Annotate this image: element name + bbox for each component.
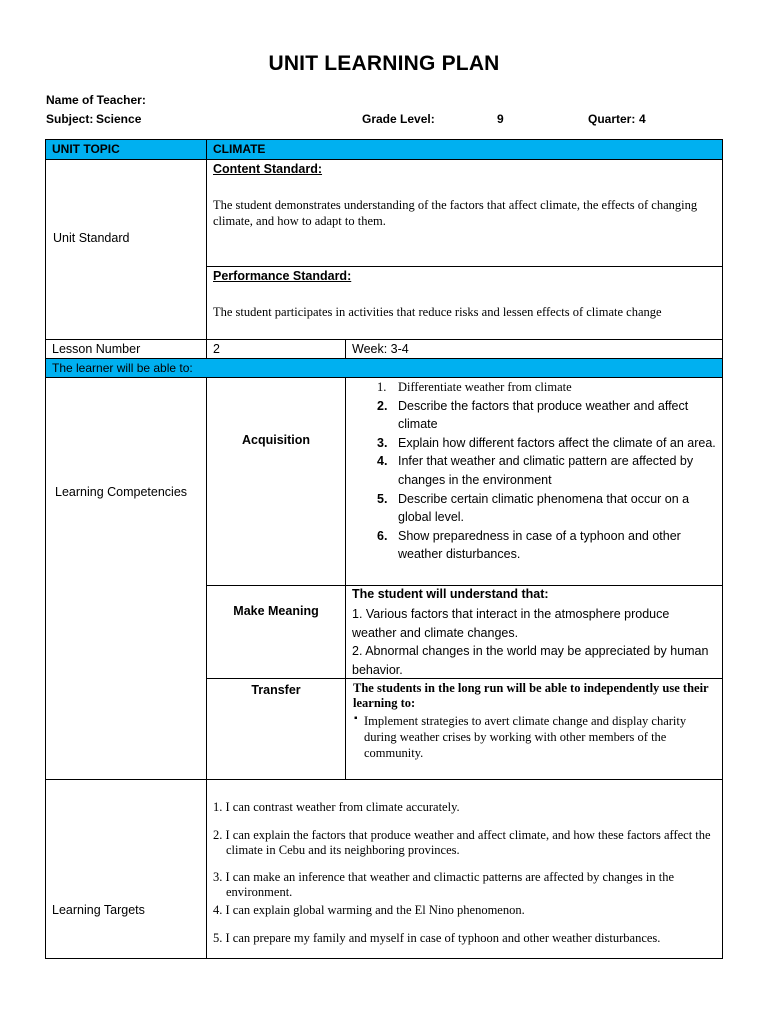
make-meaning-item-2: 2. Abnormal changes in the world may be appreciated by human behavior. (352, 644, 709, 677)
quarter-label: Quarter: (588, 112, 636, 126)
transfer-label: Transfer (251, 683, 301, 697)
performance-standard-text: The student participates in activities that reduce risks and lessen effects of climate change (213, 305, 662, 319)
content-standard-text: The student demonstrates understanding of the factors that affect climate, the effects of changing climate, and how to adapt to them. (213, 198, 698, 228)
learning-target-item: 5. I can prepare my family and myself in case of typhoon and other weather disturbances. (213, 931, 661, 945)
list-item: 3. Explain how different factors affect the climate of an area. (377, 435, 716, 450)
lesson-number-label: Lesson Number (52, 342, 141, 356)
transfer-heading: The students in the long run will be able to independently use their learning to: (353, 681, 709, 710)
list-item: 6. Show preparedness in case of a typhoon and other weather disturbances. (377, 528, 681, 562)
list-item: 4. Infer that weather and climatic pattern are affected by changes in the environment (377, 454, 694, 487)
unit-topic-label: UNIT TOPIC (52, 142, 120, 156)
list-item: 1. Differentiate weather from climate (377, 380, 572, 394)
page-title: UNIT LEARNING PLAN (268, 52, 500, 75)
learning-target-item: 3. I can make an inference that weather and climactic patterns are affected by changes in the environment. (213, 870, 674, 899)
acquisition-list (347, 378, 717, 564)
unit-topic-value: CLIMATE (213, 142, 266, 156)
list-item: 2. Describe the factors that produce weather and affect climate (377, 398, 689, 432)
list-item: 5. Describe certain climatic phenomena that occur on a global level. (377, 491, 690, 525)
learning-target-item: 1. I can contrast weather from climate accurately. (213, 800, 460, 814)
learner-row-label: The learner will be able to: (52, 361, 193, 375)
subject-label: Subject: (46, 112, 94, 126)
content-standard-heading: Content Standard: (213, 162, 323, 176)
week-label: Week: 3-4 (352, 342, 409, 356)
learning-targets-label: Learning Targets (52, 903, 145, 917)
learning-target-item: 2. I can explain the factors that produce weather and affect climate, and how these factors affect the climate in Cebu and its neighboring provinces. (213, 828, 711, 857)
performance-standard-heading: Performance Standard: (213, 269, 352, 283)
make-meaning-item-1: 1. Various factors that interact in the atmosphere produce weather and climate changes. (352, 607, 670, 640)
grade-value: 9 (497, 112, 504, 126)
teacher-label: Name of Teacher: (46, 93, 146, 107)
unit-topic-row-fill (46, 140, 722, 159)
grade-label: Grade Level: (362, 112, 435, 126)
learning-target-item: 4. I can explain global warming and the El Nino phenomenon. (213, 903, 525, 917)
bullet-icon: ▪ (354, 713, 358, 724)
transfer-item (364, 713, 716, 761)
quarter-value: 4 (639, 112, 646, 126)
make-meaning-heading: The student will understand that: (352, 587, 549, 601)
lesson-number-value: 2 (213, 342, 220, 356)
subject-value: Science (96, 112, 142, 126)
make-meaning-label: Make Meaning (233, 604, 319, 618)
transfer-item-text: Implement strategies to avert climate change and display charity during weather crises by working with other members of the community. (364, 714, 687, 760)
acquisition-label: Acquisition (241, 433, 311, 447)
learning-competencies-label: Learning Competencies (55, 485, 188, 499)
unit-standard-label: Unit Standard (53, 231, 130, 245)
